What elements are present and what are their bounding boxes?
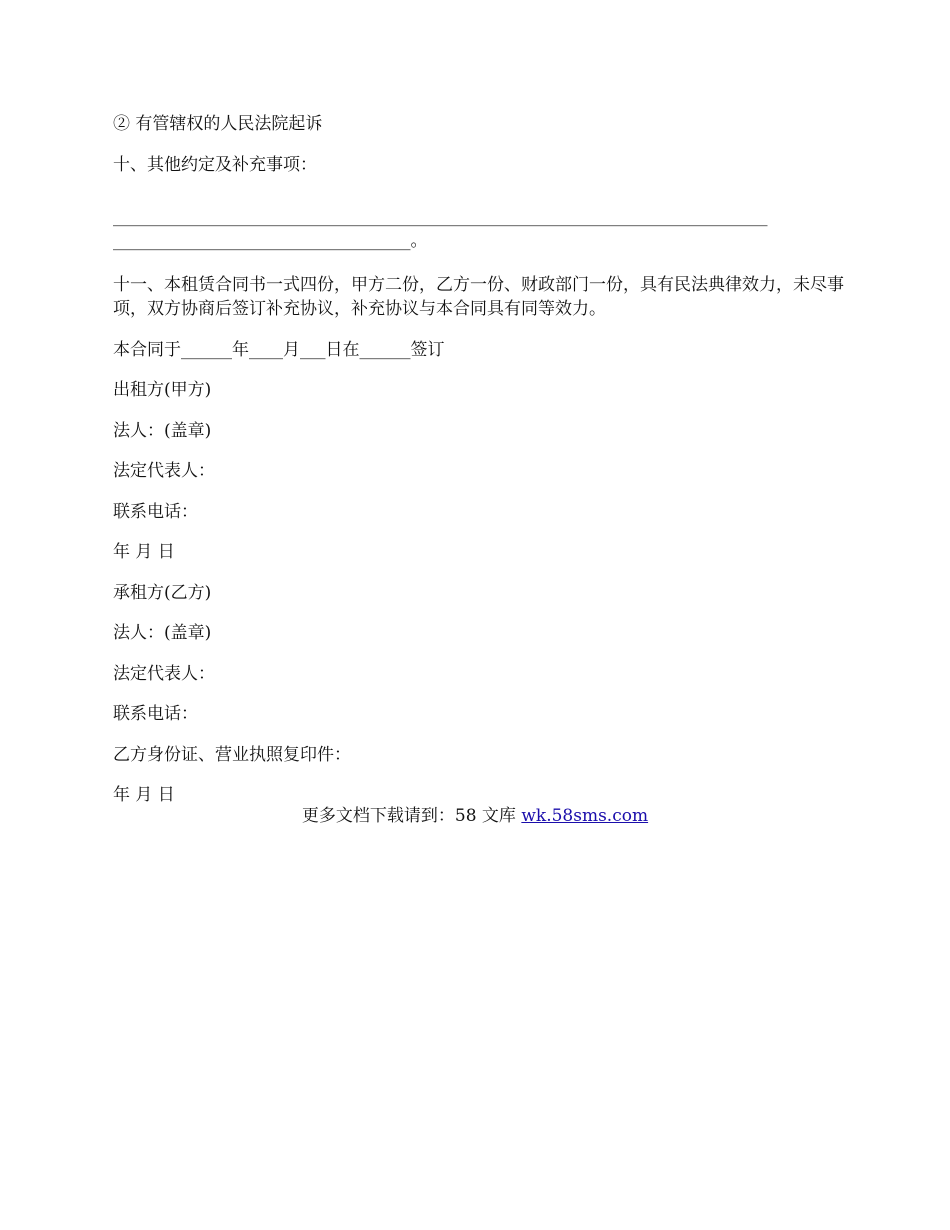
- lessor-phone: 联系电话：: [113, 501, 198, 522]
- clause-2-text: ② 有管辖权的人民法院起诉: [113, 114, 323, 134]
- lessee-date: 年 月 日: [113, 785, 175, 805]
- blank-line-1: _____________________________________________________________________________: [113, 207, 768, 227]
- supplementary-blank-lines: [113, 193, 858, 253]
- signing-date-line: 本合同于______年____月___日在______签订: [113, 339, 445, 360]
- blank-line-2: ___________________________________。: [113, 231, 428, 251]
- lessee-legal-rep: 法定代表人：: [113, 663, 215, 684]
- section-11-text: 十一、本租赁合同书一式四份，甲方二份，乙方一份、财政部门一份，具有民法典律效力，未尽事项，双方协商后签订补充协议，补充协议与本合同具有同等效力。: [113, 275, 844, 319]
- lessee-phone: 联系电话：: [113, 704, 198, 724]
- lessee-title: 承租方(乙方): [113, 582, 212, 603]
- lessee-legal-person: 法人：(盖章): [113, 623, 212, 643]
- footer-link[interactable]: wk.58sms.com: [521, 806, 649, 826]
- section-10-heading: 十、其他约定及补充事项：: [113, 154, 317, 175]
- lessee-id-copy: 乙方身份证、营业执照复印件：: [113, 744, 351, 765]
- lessor-legal-person: 法人：(盖章): [113, 420, 212, 441]
- document-body: [113, 112, 858, 824]
- lessor-title: 出租方(甲方): [113, 380, 212, 400]
- download-footer: [0, 804, 950, 828]
- footer-prefix: 更多文档下载请到：58 文库: [301, 806, 522, 826]
- lessor-legal-rep: 法定代表人：: [113, 461, 215, 481]
- lessor-date: 年 月 日: [113, 542, 175, 562]
